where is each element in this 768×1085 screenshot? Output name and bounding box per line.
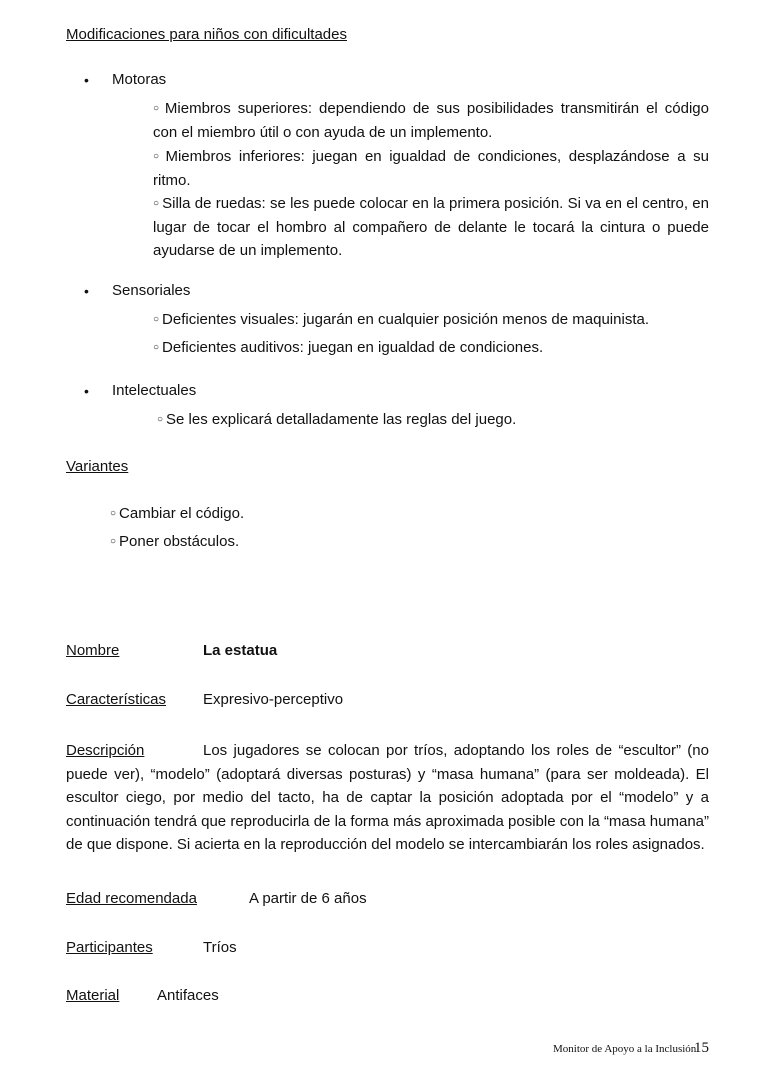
description-paragraph	[66, 739, 709, 857]
list-item: ○ Poner obstáculos.	[110, 533, 240, 550]
sub-bullet-icon: ○	[153, 314, 160, 325]
group-label-sensoriales: Sensoriales	[112, 282, 191, 299]
characteristics-value: Expresivo-perceptivo	[203, 691, 344, 708]
page-number: 15	[694, 1040, 709, 1056]
material-value: Antifaces	[157, 987, 219, 1004]
list-item: ○ Silla de ruedas: se les puede colocar en la primera posición. Si va en el centro, en lugar de tocar el hombro al compañero de delante le tocará la cintura o puede ayudarse de un implemento.	[153, 195, 709, 259]
sub-bullet-icon: ○	[110, 508, 117, 519]
section-heading-modifications: Modificaciones para niños con dificultades	[66, 26, 347, 43]
section-heading-variants: Variantes	[66, 458, 129, 475]
sub-bullet-icon: ○	[153, 342, 160, 353]
list-item: ○ Se les explicará detalladamente las reglas del juego.	[157, 411, 517, 428]
list-item: ○ Miembros inferiores: juegan en igualdad de condiciones, desplazándose a su ritmo.	[153, 148, 709, 189]
list-item: ○ Deficientes auditivos: juegan en igualdad de condiciones.	[153, 339, 544, 356]
game-name: La estatua	[203, 642, 278, 659]
group-label-intelectuales: Intelectuales	[112, 382, 197, 399]
bullet-icon: •	[84, 383, 89, 399]
bullet-icon: •	[84, 283, 89, 299]
characteristics-label: Características	[66, 691, 167, 708]
sub-bullet-icon: ○	[153, 198, 160, 209]
sub-bullet-icon: ○	[157, 414, 164, 425]
sub-bullet-icon: ○	[153, 103, 162, 114]
list-item: ○ Deficientes visuales: jugarán en cualquier posición menos de maquinista.	[153, 311, 649, 328]
description-value: Los jugadores se colocan por tríos, adoptando los roles de “escultor” (no puede ver), “modelo” (adoptará diversas posturas) y “masa humana” (para ser moldeada). El escultor ciego, por medio del tacto, ha de captar la posición adoptada por el “modelo” y a continuación tendrá que reproducirla de la forma más aproximada posible con la “masa humana” de que dispone. Si acierta en la reproducción del modelo se intercambiarán los roles asignados.	[66, 742, 709, 853]
footer-text: Monitor de Apoyo a la Inclusión	[553, 1043, 697, 1055]
age-value: A partir de 6 años	[249, 890, 367, 907]
age-label: Edad recomendada	[66, 890, 197, 907]
list-item: ○ Cambiar el código.	[110, 505, 245, 522]
sub-bullet-icon: ○	[110, 536, 117, 547]
group-label-motoras: Motoras	[112, 71, 167, 88]
bullet-icon: •	[84, 72, 89, 88]
material-label: Material	[66, 987, 120, 1004]
sub-bullet-icon: ○	[153, 151, 163, 162]
list-item: ○ Miembros superiores: dependiendo de sus posibilidades transmitirán el código con el miembro útil o con ayuda de un implemento.	[153, 100, 709, 141]
description-label: Descripción	[66, 742, 145, 759]
name-label: Nombre	[66, 642, 120, 659]
participants-label: Participantes	[66, 939, 153, 956]
participants-value: Tríos	[203, 939, 237, 956]
